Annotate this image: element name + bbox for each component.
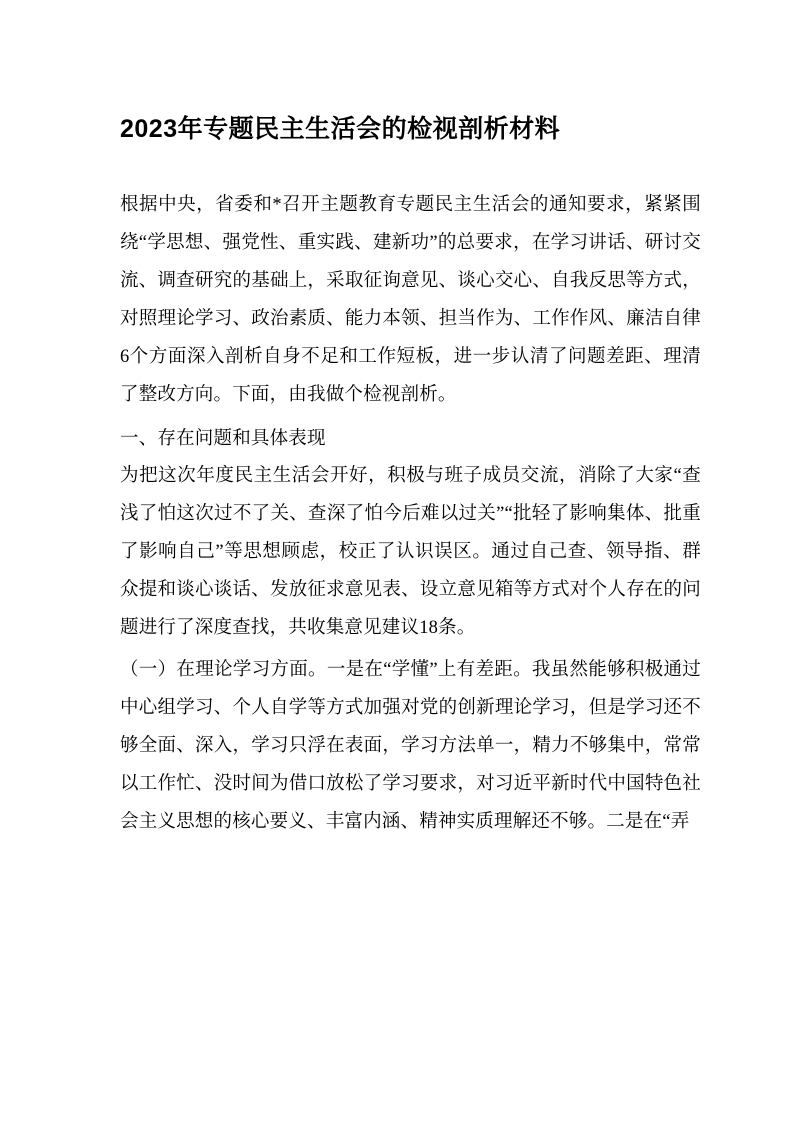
paragraph-body-2: （一）在理论学习方面。一是在“学懂”上有差距。我虽然能够积极通过中心组学习、个人自学等方式加强对党的创新理论学习，但是学习还不够全面、深入，学习只浮在表面，学习方法单一，精力不够集中，常常以工作忙、没时间为借口放松了学习要求，对习近平新时代中国特色社会主义思想的核心要义、丰富内涵、精神实质理解还不够。二是在“弄 (120, 660, 701, 832)
paragraph-body-1: 为把这次年度民主生活会开好，积极与班子成员交流，消除了大家“查浅了怕这次过不了关、查深了怕今后难以过关”“批轻了影响集体、批重了影响自己”等思想顾虑，校正了认识误区。通过自己查、领导指、群众提和谈心谈话、发放征求意见表、设立意见箱等方式对个人存在的问题进行了深度查找，共收集意见建议18条。 (120, 466, 701, 639)
section-heading-1: 一、存在问题和具体表现 (120, 428, 326, 449)
page-title: 2023年专题民主生活会的检视剖析材料 (120, 115, 561, 143)
paragraph-intro: 根据中央，省委和*召开主题教育专题民主生活会的通知要求，紧紧围绕“学思想、强党性、重实践、建新功”的总要求，在学习讲话、研讨交流、调查研究的基础上，采取征询意见、谈心交心、自我反思等方式，对照理论学习、政治素质、能力本领、担当作为、工作作风、廉洁自律6个方面深入剖析自身不足和工作短板，进一步认清了问题差距、理清了整改方向。下面，由我做个检视剖析。 (120, 195, 701, 405)
